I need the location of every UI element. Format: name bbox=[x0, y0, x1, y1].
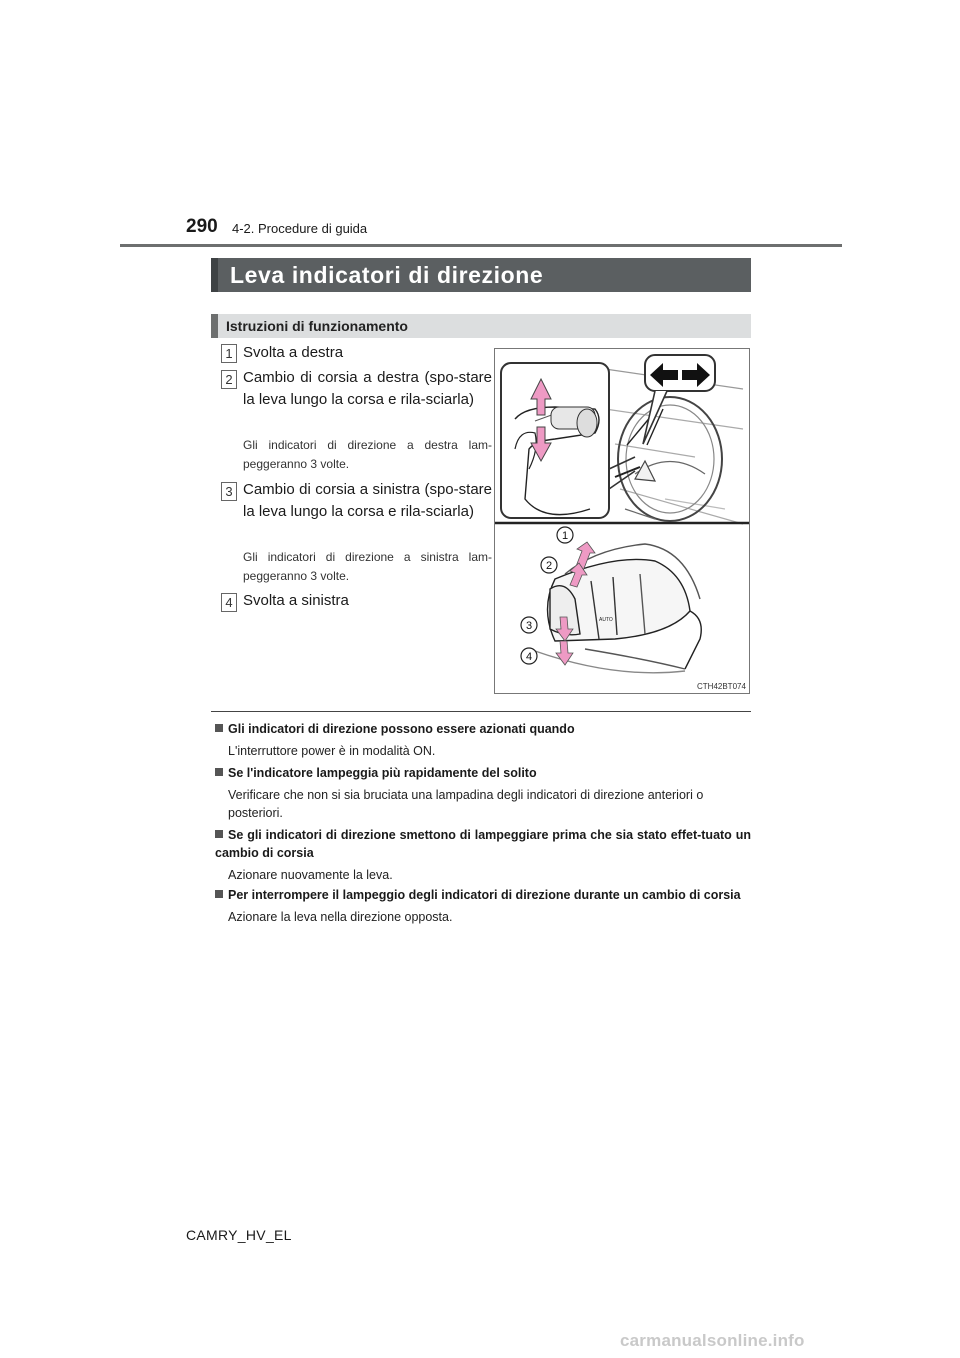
item-note-3: Gli indicatori di direzione a sinistra lam-peggeranno 3 volte. bbox=[243, 550, 492, 583]
auto-label: AUTO bbox=[599, 617, 613, 623]
note-2 bbox=[215, 764, 751, 822]
item-text-3: Cambio di corsia a sinistra (spo-stare la leva lungo la corsa e rila-sciarla) bbox=[243, 481, 492, 520]
header-rule bbox=[120, 244, 842, 247]
section-reference: 4-2. Procedure di guida bbox=[232, 221, 368, 236]
item-number-3: 3 bbox=[221, 482, 237, 501]
square-bullet-icon bbox=[215, 724, 223, 732]
svg-text:4: 4 bbox=[525, 651, 533, 663]
square-bullet-icon bbox=[215, 890, 223, 898]
callout-4 bbox=[521, 648, 537, 664]
item-number-2: 2 bbox=[221, 370, 237, 389]
item-text-1: Svolta a destra bbox=[243, 344, 344, 361]
callout-3 bbox=[521, 617, 537, 633]
watermark: carmanualsonline.info bbox=[620, 1331, 805, 1350]
note-4 bbox=[215, 886, 751, 926]
figure-code: CTH42BT074 bbox=[697, 682, 746, 691]
note-3 bbox=[215, 826, 751, 884]
dashboard-illustration bbox=[605, 369, 743, 524]
item-number-4: 4 bbox=[221, 593, 237, 612]
square-bullet-icon bbox=[215, 768, 223, 776]
subsection-title-bar bbox=[211, 314, 751, 338]
item-note-2: Gli indicatori di direzione a destra lam-peggeranno 3 volte. bbox=[243, 438, 492, 471]
item-number-1: 1 bbox=[221, 344, 237, 363]
section-title-bar bbox=[211, 258, 751, 292]
svg-text:3: 3 bbox=[525, 620, 533, 632]
note-body: Azionare nuovamente la leva. bbox=[228, 868, 393, 882]
note-body: Verificare che non si sia bruciata una lampadina degli indicatori di direzione anteriori o posteriori. bbox=[228, 788, 704, 820]
note-heading: Per interrompere il lampeggio degli indicatori di direzione durante un cambio di corsia bbox=[228, 888, 741, 902]
subtitle-accent bbox=[211, 314, 218, 338]
note-body: L'interruttore power è in modalità ON. bbox=[228, 744, 436, 758]
notes-separator bbox=[211, 711, 751, 712]
subsection-title: Istruzioni di funzionamento bbox=[226, 318, 408, 334]
hand-lever-inset bbox=[501, 363, 635, 518]
note-1 bbox=[215, 720, 751, 760]
item-text-2: Cambio di corsia a destra (spo-stare la leva lungo la corsa e rila-sciarla) bbox=[243, 369, 492, 408]
title-accent bbox=[211, 258, 218, 292]
model-code: CAMRY_HV_EL bbox=[186, 1227, 292, 1243]
turn-signal-lever-illustration bbox=[494, 348, 750, 694]
note-body: Azionare la leva nella direzione opposta. bbox=[228, 910, 453, 924]
svg-text:2: 2 bbox=[545, 560, 553, 572]
page-title: Leva indicatori di direzione bbox=[230, 261, 544, 288]
note-heading: Se l'indicatore lampeggia più rapidamente del solito bbox=[228, 766, 537, 780]
callout-2 bbox=[541, 557, 557, 573]
square-bullet-icon bbox=[215, 830, 223, 838]
callout-1 bbox=[557, 527, 573, 543]
page-number: 290 bbox=[186, 216, 218, 237]
note-heading: Se gli indicatori di direzione smettono di lampeggiare prima che sia stato effet-tuato un cambio di corsia bbox=[215, 828, 751, 860]
svg-text:1: 1 bbox=[561, 530, 569, 542]
item-text-4: Svolta a sinistra bbox=[243, 592, 349, 609]
note-heading: Gli indicatori di direzione possono essere azionati quando bbox=[228, 722, 575, 736]
